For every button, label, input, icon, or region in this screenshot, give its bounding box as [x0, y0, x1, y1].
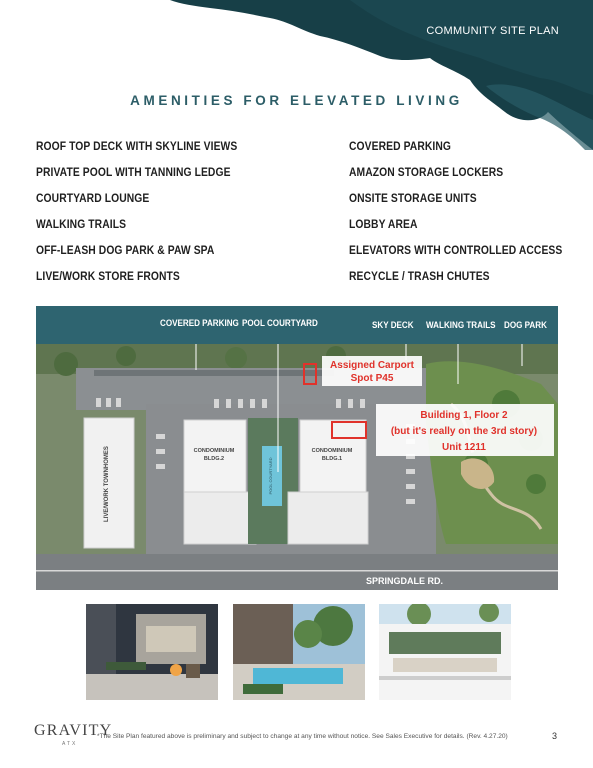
bldg1-label-line1: CONDOMINIUM [311, 448, 353, 454]
amenity-item: AMAZON STORAGE LOCKERS [349, 165, 504, 179]
bldg2-label-line2: BLDG.2 [203, 456, 225, 462]
amenity-item: ROOF TOP DECK WITH SKYLINE VIEWS [36, 139, 238, 153]
amenity-item: LIVE/WORK STORE FRONTS [36, 269, 180, 283]
unit-annotation-line3: Unit 1211 [442, 442, 486, 453]
amenity-item: PRIVATE POOL WITH TANNING LEDGE [36, 165, 231, 179]
gravity-logo: GRAVITY [34, 722, 113, 739]
header-brush [0, 0, 593, 160]
photo-rooftop [379, 604, 511, 700]
disclaimer: *The Site Plan featured above is preliminary and subject to change at any time without notice. See Sales Executive for details. (Rev. 4.27.20) [97, 733, 508, 740]
carport-annotation-line1: Assigned Carport [330, 360, 414, 371]
amenities-list-left [36, 139, 270, 295]
label-sky-deck: SKY DECK [372, 320, 414, 331]
road-label: SPRINGDALE RD. [366, 576, 444, 586]
townhomes-label: LIVE/WORK TOWNHOMES [104, 446, 110, 522]
page-number: 3 [551, 731, 557, 741]
unit-annotation-line2: (but it's really on the 3rd story) [390, 426, 538, 437]
label-pool-courtyard: POOL COURTYARD [242, 318, 318, 329]
amenities-heading: AMENITIES FOR ELEVATED LIVING [130, 93, 463, 108]
label-dog-park: DOG PARK [504, 320, 547, 331]
amenities-list-right [349, 139, 593, 295]
label-walking-trails: WALKING TRAILS [426, 320, 496, 331]
amenity-item: COVERED PARKING [349, 139, 452, 153]
amenity-item: COURTYARD LOUNGE [36, 191, 150, 205]
bldg2-label-line1: CONDOMINIUM [193, 448, 235, 454]
photo-courtyard-lounge [86, 604, 218, 700]
photo-pool [233, 604, 365, 700]
gravity-logo-sub: ATX [62, 741, 78, 747]
amenity-item: ONSITE STORAGE UNITS [349, 191, 477, 205]
carport-annotation-line2: Spot P45 [350, 373, 394, 384]
pool-label: POOL COURTYARD [268, 457, 273, 495]
aerial-site-plan [36, 344, 558, 590]
bldg1-label-line2: BLDG.1 [321, 456, 343, 462]
amenity-item: RECYCLE / TRASH CHUTES [349, 269, 490, 283]
unit-annotation-line1: Building 1, Floor 2 [420, 410, 508, 421]
section-title: COMMUNITY SITE PLAN [426, 25, 559, 37]
amenity-item: LOBBY AREA [349, 217, 418, 231]
amenity-item: WALKING TRAILS [36, 217, 127, 231]
amenity-item: ELEVATORS WITH CONTROLLED ACCESS [349, 243, 563, 257]
label-covered-parking: COVERED PARKING [160, 318, 239, 329]
amenity-item: OFF-LEASH DOG PARK & PAW SPA [36, 243, 215, 257]
